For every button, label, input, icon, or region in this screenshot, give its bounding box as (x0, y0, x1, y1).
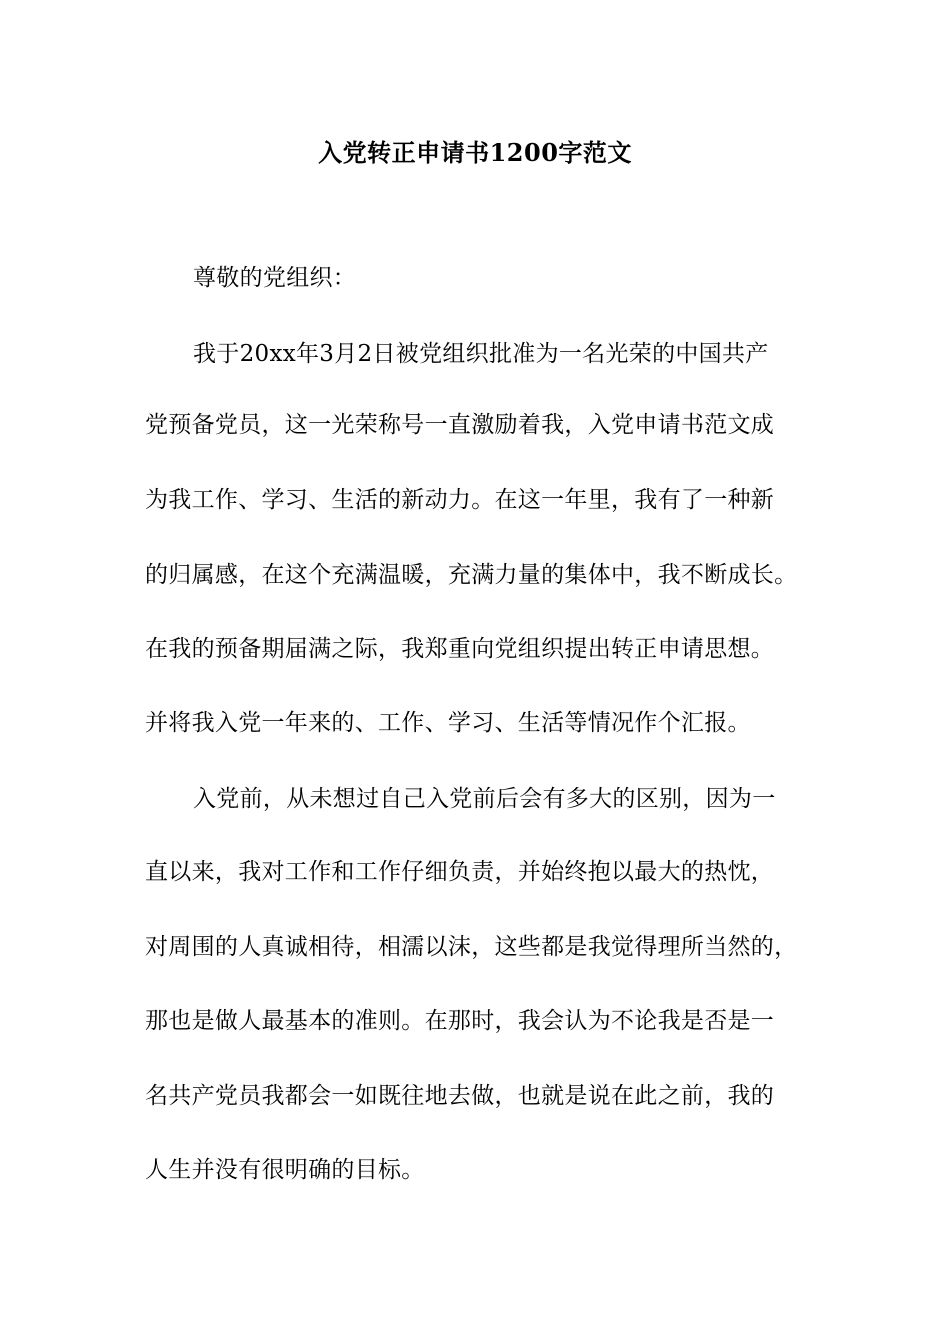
salutation: 尊敬的党组织： (193, 265, 357, 291)
paragraph-1-line-1: 我于20xx年3月2日被党组织批准为一名光荣的中国共产 (193, 341, 769, 367)
document-title: 入党转正申请书1200字范文 (318, 138, 632, 167)
paragraph-2-line-4: 那也是做人最基本的准则。在那时，我会认为不论我是否是一 (145, 1008, 775, 1034)
paragraph-2-line-5: 名共产党员我都会一如既往地去做，也就是说在此之前，我的 (145, 1083, 775, 1109)
paragraph-1-line-6: 并将我入党一年来的、工作、学习、生活等情况作个汇报。 (145, 710, 751, 736)
paragraph-1-line-4: 的归属感，在这个充满温暖，充满力量的集体中，我不断成长。 (145, 562, 798, 588)
paragraph-2-line-3: 对周围的人真诚相待，相濡以沫，这些都是我觉得理所当然的， (145, 934, 798, 960)
paragraph-2-line-1: 入党前，从未想过自己入党前后会有多大的区别，因为一 (193, 786, 776, 812)
paragraph-2-line-2: 直以来，我对工作和工作仔细负责，并始终抱以最大的热忱， (145, 859, 775, 885)
paragraph-1-line-3: 为我工作、学习、生活的新动力。在这一年里，我有了一种新 (145, 487, 775, 513)
paragraph-2-line-6: 人生并没有很明确的目标。 (145, 1157, 425, 1183)
paragraph-1-line-2: 党预备党员，这一光荣称号一直激励着我，入党申请书范文成 (145, 412, 775, 438)
paragraph-1-line-5: 在我的预备期届满之际，我郑重向党组织提出转正申请思想。 (145, 636, 775, 662)
